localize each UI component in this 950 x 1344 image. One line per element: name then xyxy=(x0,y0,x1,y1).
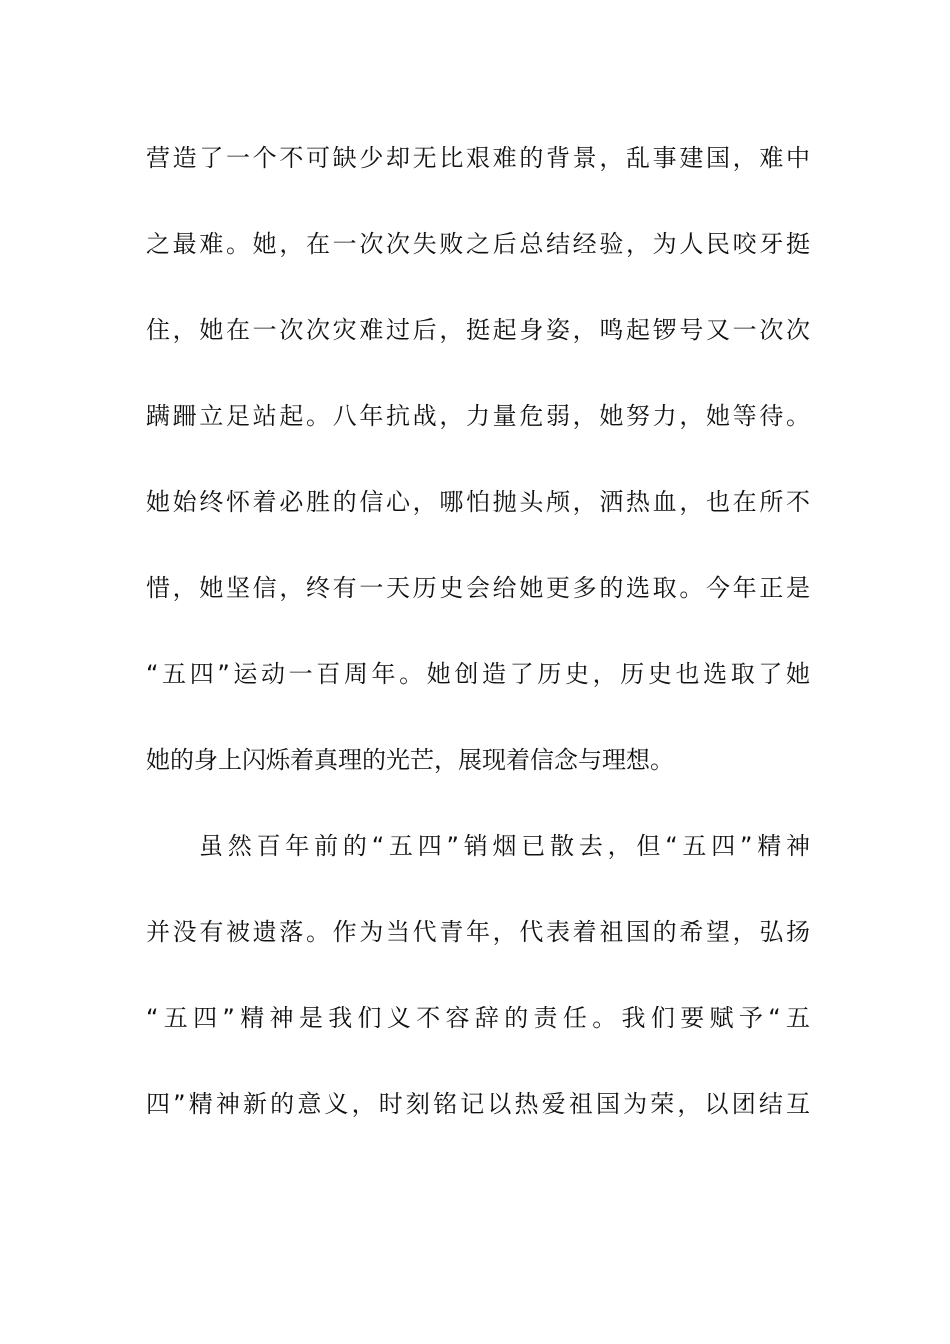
text-line-7: “五四”运动一百周年。她创造了历史，历史也选取了她 xyxy=(146,660,810,688)
text-line-3: 住，她在一次次灾难过后，挺起身姿，鸣起锣号又一次次 xyxy=(146,316,810,344)
text-line-11: “五四”精神是我们义不容辞的责任。我们要赋予“五 xyxy=(146,1004,810,1032)
text-line-4: 蹒跚立足站起。八年抗战，力量危弱，她努力，她等待。 xyxy=(146,402,810,430)
paragraph-first-line: 虽然百年前的“五四”销烟已散去，但“五四”精神 xyxy=(199,832,810,860)
text-line-10: 并没有被遗落。作为当代青年，代表着祖国的希望，弘扬 xyxy=(146,918,810,946)
text-line-1: 营造了一个不可缺少却无比艰难的背景，乱事建国，难中 xyxy=(146,144,810,172)
text-line-5: 她始终怀着必胜的信心，哪怕抛头颅，洒热血，也在所不 xyxy=(146,488,810,516)
text-line-2: 之最难。她，在一次次失败之后总结经验，为人民咬牙挺 xyxy=(146,230,810,258)
text-line-12: 四”精神新的意义，时刻铭记以热爱祖国为荣，以团结互 xyxy=(146,1090,810,1118)
text-line-6: 惜，她坚信，终有一天历史会给她更多的选取。今年正是 xyxy=(146,574,810,602)
text-line-8: 她的身上闪烁着真理的光芒，展现着信念与理想。 xyxy=(146,746,674,774)
